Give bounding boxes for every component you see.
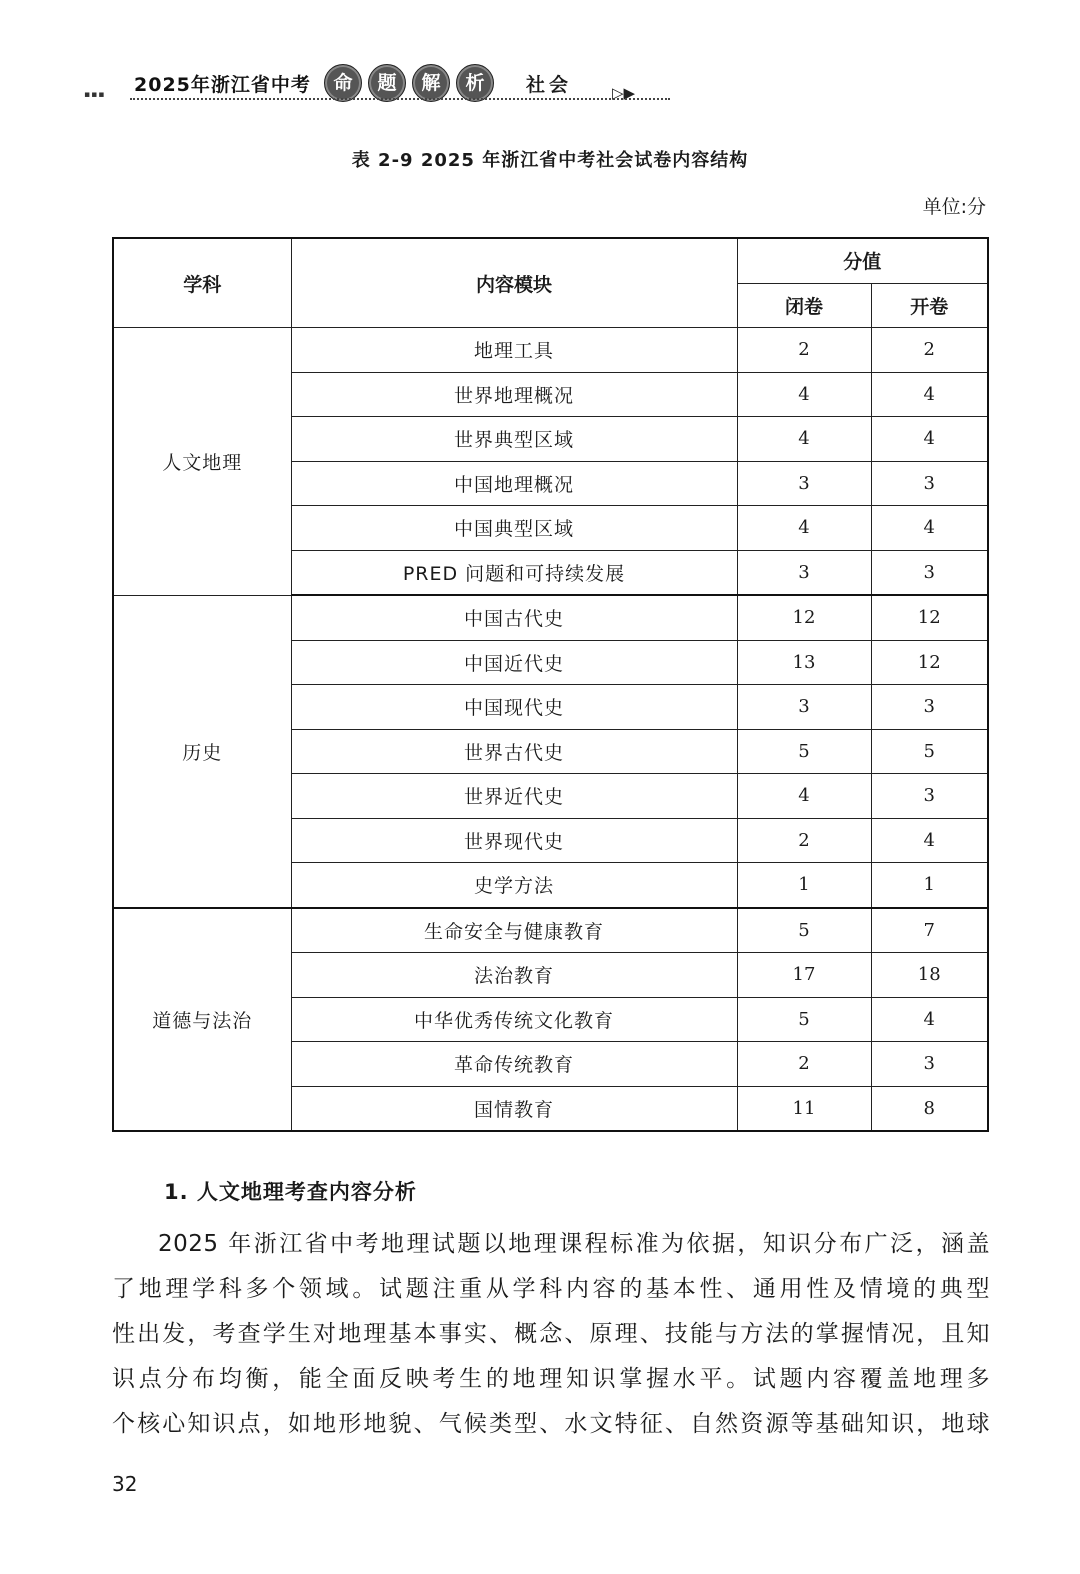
module-cell: 中国近代史 (291, 640, 737, 685)
header-score-cell: 分值 (737, 238, 988, 283)
header-badge: 解 (412, 64, 450, 102)
open-score-cell: 3 (871, 550, 988, 595)
closed-score-cell: 3 (737, 685, 871, 730)
closed-score-cell: 4 (737, 774, 871, 819)
header-badge: 析 (456, 64, 494, 102)
header-closed-cell: 闭卷 (737, 283, 871, 328)
module-cell: 中国地理概况 (291, 461, 737, 506)
module-cell: 世界近代史 (291, 774, 737, 819)
closed-score-cell: 5 (737, 997, 871, 1042)
open-score-cell: 8 (871, 1086, 988, 1131)
header-subject-cell: 学科 (113, 238, 291, 328)
table-unit: 单位:分 (922, 196, 986, 218)
module-cell: 中华优秀传统文化教育 (291, 997, 737, 1042)
page-number: 32 (112, 1472, 138, 1496)
open-score-cell: 5 (871, 729, 988, 774)
open-score-cell: 7 (871, 908, 988, 953)
header-dotted-rule (130, 98, 670, 100)
module-cell: 生命安全与健康教育 (291, 908, 737, 953)
open-score-cell: 2 (871, 328, 988, 373)
closed-score-cell: 2 (737, 328, 871, 373)
closed-score-cell: 1 (737, 863, 871, 908)
subject-cell: 道德与法治 (113, 908, 291, 1132)
section-heading: 1. 人文地理考查内容分析 (164, 1180, 417, 1204)
open-score-cell: 4 (871, 818, 988, 863)
module-cell: 世界地理概况 (291, 372, 737, 417)
open-score-cell: 4 (871, 506, 988, 551)
content-structure-table (112, 237, 989, 1132)
closed-score-cell: 5 (737, 729, 871, 774)
paragraph-line: 个核心知识点，如地形地貌、气候类型、水文特征、自然资源等基础知识，地球 (112, 1411, 990, 1437)
open-score-cell: 4 (871, 417, 988, 462)
closed-score-cell: 5 (737, 908, 871, 953)
paragraph-line: 2025 年浙江省中考地理试题以地理课程标准为依据，知识分布广泛，涵盖 (158, 1231, 990, 1257)
closed-score-cell: 17 (737, 953, 871, 998)
closed-score-cell: 4 (737, 506, 871, 551)
header-open-cell: 开卷 (871, 283, 988, 328)
paragraph-line: 了地理学科多个领域。试题注重从学科内容的基本性、通用性及情境的典型 (112, 1276, 990, 1302)
open-score-cell: 12 (871, 595, 988, 640)
closed-score-cell: 2 (737, 818, 871, 863)
subject-cell: 历史 (113, 595, 291, 908)
header-badge: 命 (324, 64, 362, 102)
header-badge: 题 (368, 64, 406, 102)
open-score-cell: 18 (871, 953, 988, 998)
closed-score-cell: 12 (737, 595, 871, 640)
header-subject: 社会 (526, 74, 573, 96)
table-row (113, 595, 988, 640)
table-caption: 表 2-9 2025 年浙江省中考社会试卷内容结构 (351, 150, 749, 171)
closed-score-cell: 3 (737, 550, 871, 595)
module-cell: 地理工具 (291, 328, 737, 373)
module-cell: 中国现代史 (291, 685, 737, 730)
module-cell: 世界典型区域 (291, 417, 737, 462)
closed-score-cell: 2 (737, 1042, 871, 1087)
open-score-cell: 3 (871, 1042, 988, 1087)
closed-score-cell: 4 (737, 372, 871, 417)
header-marker-icon: ▪▪▪ (84, 90, 106, 100)
header-badges (324, 64, 494, 102)
module-cell: 世界现代史 (291, 818, 737, 863)
open-score-cell: 4 (871, 997, 988, 1042)
closed-score-cell: 4 (737, 417, 871, 462)
open-score-cell: 1 (871, 863, 988, 908)
table-row (113, 908, 988, 953)
module-cell: PRED 问题和可持续发展 (291, 550, 737, 595)
paragraph-line: 性出发，考查学生对地理基本事实、概念、原理、技能与方法的掌握情况，且知 (112, 1321, 990, 1347)
open-score-cell: 3 (871, 461, 988, 506)
header-series-title: 2025年浙江省中考 (134, 74, 311, 96)
closed-score-cell: 11 (737, 1086, 871, 1131)
module-cell: 中国典型区域 (291, 506, 737, 551)
header-module-cell: 内容模块 (291, 238, 737, 328)
open-score-cell: 3 (871, 685, 988, 730)
subject-cell: 人文地理 (113, 328, 291, 596)
running-header (84, 62, 664, 106)
header-arrow-icon: ▷▶ (612, 84, 636, 102)
open-score-cell: 3 (871, 774, 988, 819)
open-score-cell: 4 (871, 372, 988, 417)
module-cell: 法治教育 (291, 953, 737, 998)
table-row (113, 328, 988, 373)
open-score-cell: 12 (871, 640, 988, 685)
closed-score-cell: 3 (737, 461, 871, 506)
module-cell: 革命传统教育 (291, 1042, 737, 1087)
module-cell: 世界古代史 (291, 729, 737, 774)
module-cell: 中国古代史 (291, 595, 737, 640)
paragraph-line: 识点分布均衡，能全面反映考生的地理知识掌握水平。试题内容覆盖地理多 (112, 1366, 990, 1392)
body-paragraph (112, 1222, 990, 1447)
closed-score-cell: 13 (737, 640, 871, 685)
module-cell: 史学方法 (291, 863, 737, 908)
module-cell: 国情教育 (291, 1086, 737, 1131)
